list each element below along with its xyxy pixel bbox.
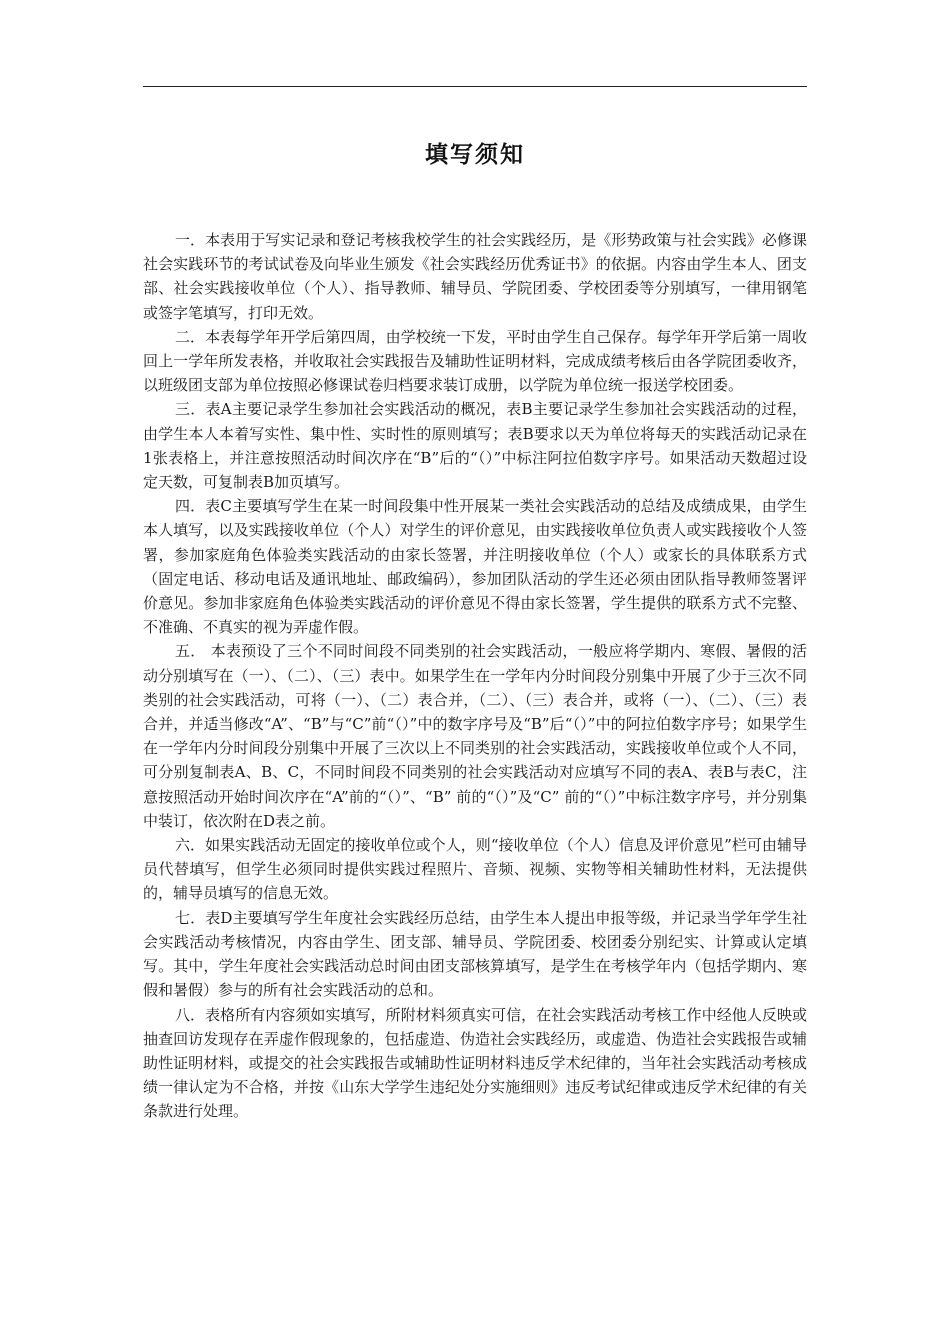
instruction-paragraph-2: 二．本表每学年开学后第四周，由学校统一下发，平时由学生自己保存。每学年开学后第一周收回上一学年所发表格，并收取社会实践报告及辅助性证明材料，完成成绩考核后由各学院团委收齐，以班级团支部为单位按照必修课试卷归档要求装订成册，以学院为单位统一报送学校团委。 — [143, 327, 807, 395]
instruction-paragraph-8: 八．表格所有内容须如实填写，所附材料须真实可信，在社会实践活动考核工作中经他人反映或抽查回访发现存在弄虚作假现象的，包括虚造、伪造社会实践经历，或虚造、伪造社会实践报告或辅助性证明材料，或提交的社会实践报告或辅助性证明材料违反学术纪律的，当年社会实践活动考核成绩一律认定为不合格，并按《山东大学学生违纪处分实施细则》违反考试纪律或违反学术纪律的有关条款进行处理。 — [143, 1005, 807, 1121]
instruction-paragraph-1: 一．本表用于写实记录和登记考核我校学生的社会实践经历，是《形势政策与社会实践》必修课社会实践环节的考试试卷及向毕业生颁发《社会实践经历优秀证书》的依据。内容由学生本人、团支部、社会实践接收单位（个人）、指导教师、辅导员、学院团委、学校团委等分别填写，一律用钢笔或签字笔填写，打印无效。 — [143, 231, 807, 322]
page-title: 填写须知 — [425, 142, 525, 168]
instructions-body — [143, 228, 807, 1124]
instruction-paragraph-4: 四．表C主要填写学生在某一时间段集中性开展某一类社会实践活动的总结及成绩成果，由学生本人填写，以及实践接收单位（个人）对学生的评价意见，由实践接收单位负责人或实践接收个人签署，参加家庭角色体验类实践活动的由家长签署，并注明接收单位（个人）或家长的具体联系方式（固定电话、移动电话及通讯地址、邮政编码），参加团队活动的学生还必须由团队指导教师签署评价意见。参加非家庭角色体验类实践活动的评价意见不得由家长签署，学生提供的联系方式不完整、不准确、不真实的视为弄虚作假。 — [143, 497, 807, 637]
instruction-paragraph-7: 七．表D主要填写学生年度社会实践经历总结，由学生本人提出申报等级，并记录当学年学生社会实践活动考核情况，内容由学生、团支部、辅导员、学院团委、校团委分别纪实、计算或认定填写。其中，学生年度社会实践活动总时间由团支部核算填写，是学生在考核学年内（包括学期内、寒假和暑假）参与的所有社会实践活动的总和。 — [143, 908, 807, 1000]
instruction-paragraph-3: 三．表A主要记录学生参加社会实践活动的概况，表B主要记录学生参加社会实践活动的过程，由学生本人本着写实性、集中性、实时性的原则填写；表B要求以天为单位将每天的实践活动记录在1张表格上，并注意按照活动时间次序在“B”后的“（）”中标注阿拉伯数字序号。如果活动天数超过设定天数，可复制表B加页填写。 — [143, 400, 807, 492]
instruction-paragraph-6: 六．如果实践活动无固定的接收单位或个人，则“接收单位（个人）信息及评价意见”栏可由辅导员代替填写，但学生必须同时提供实践过程照片、音频、视频、实物等相关辅助性材料，无法提供的，辅导员填写的信息无效。 — [143, 836, 807, 903]
instruction-paragraph-5: 五． 本表预设了三个不同时间段不同类别的社会实践活动，一般应将学期内、寒假、暑假的活动分别填写在（一）、（二）、（三）表中。如果学生在一学年内分时间段分别集中开展了少于三次不同类别的社会实践活动，可将（一）、（二）表合并，（二）、（三）表合并，或将（一）、（二）、（三）表合并，并适当修改“A”、“B”与“C”前“（）”中的数字序号及“B”后“（）”中的阿拉伯数字序号；如果学生在一学年内分时间段分别集中开展了三次以上不同类别的社会实践活动，实践接收单位或个人不同，可分别复制表A、B、C，不同时间段不同类别的社会实践活动对应填写不同的表A、表B与表C，注意按照活动开始时间次序在“A”前的“（）”、“B” 前的“（）”及“C” 前的“（）”中标注数字序号，并分别集中装订，依次附在D表之前。 — [143, 642, 807, 830]
header-rule — [143, 86, 807, 87]
